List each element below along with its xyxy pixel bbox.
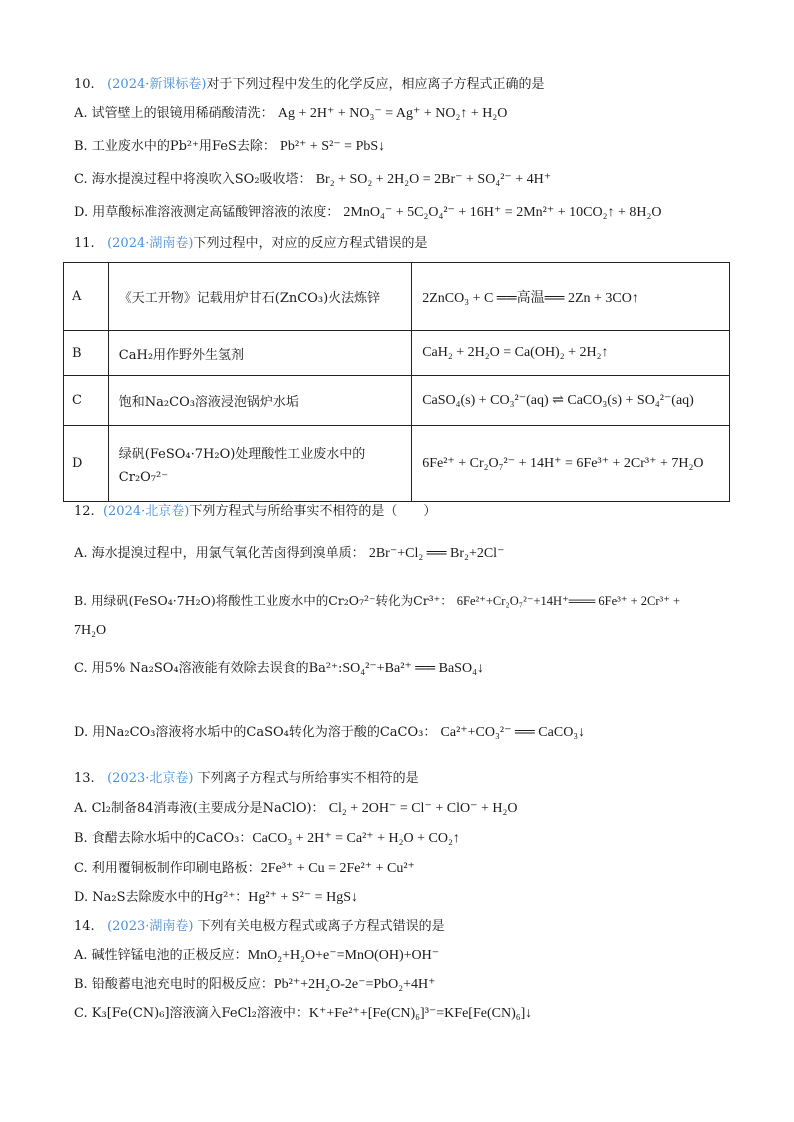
question-13-stem xyxy=(74,770,419,788)
question-text: 下列过程中，对应的反应方程式错误的是 xyxy=(193,236,428,251)
question-text: 对于下列过程中发生的化学反应，相应离子方程式正确的是 xyxy=(206,77,545,92)
table-row xyxy=(64,426,730,502)
row-label: B xyxy=(64,331,109,376)
q10-option-c: C. 海水提溴过程中将溴吹入SO₂吸收塔： Br₂ + SO₂ + 2H₂O = 2Br⁻ + SO₄²⁻ + 4H⁺ xyxy=(74,172,552,187)
question-number: 13. xyxy=(74,771,95,786)
row-equation: CaH₂ + 2H₂O = Ca(OH)₂ + 2H₂↑ xyxy=(412,331,730,376)
table-row xyxy=(64,331,730,376)
q12-option-a: A. 海水提溴过程中，用氯气氧化苦卤得到溴单质： 2Br⁻+Cl₂ ══ Br₂+2Cl⁻ xyxy=(74,546,505,561)
q14-option-c: C. K₃[Fe(CN)₆]溶液滴入FeCl₂溶液中：K⁺+Fe²⁺+[Fe(CN)₆]³⁻=KFe[Fe(CN)₆]↓ xyxy=(74,1006,533,1021)
question-source: (2023·北京卷) xyxy=(107,771,194,786)
q13-option-d: D. Na₂S去除废水中的Hg²⁺：Hg²⁺ + S²⁻ = HgS↓ xyxy=(74,890,358,905)
q14-option-a: A. 碱性锌锰电池的正极反应：MnO₂+H₂O+e⁻=MnO(OH)+OH⁻ xyxy=(74,948,440,963)
table-row xyxy=(64,263,730,331)
q12-option-d: D. 用Na₂CO₃溶液将水垢中的CaSO₄转化为溶于酸的CaCO₃： Ca²⁺+CO₃²⁻ ══ CaCO₃↓ xyxy=(74,725,586,740)
question-source: (2024·北京卷) xyxy=(102,504,190,519)
q14-option-b: B. 铅酸蓄电池充电时的阳极反应：Pb²⁺+2H₂O-2e⁻=PbO₂+4H⁺ xyxy=(74,977,436,992)
question-source: (2023·湖南卷) xyxy=(107,919,194,934)
table-row xyxy=(64,376,730,426)
q12-option-c: C. 用5% Na₂SO₄溶液能有效除去误食的Ba²⁺:SO₄²⁻+Ba²⁺ ══ BaSO₄↓ xyxy=(74,661,484,676)
q10-option-a: A. 试管壁上的银镜用稀硝酸清洗： Ag + 2H⁺ + NO₃⁻ = Ag⁺ + NO₂↑ + H₂O xyxy=(74,106,508,121)
row-label: C xyxy=(64,376,109,426)
question-text: 下列有关电极方程式或离子方程式错误的是 xyxy=(197,919,445,934)
row-label: A xyxy=(64,263,109,331)
question-source: (2024·新课标卷) xyxy=(107,77,207,92)
q13-option-c: C. 利用覆铜板制作印刷电路板：2Fe³⁺ + Cu = 2Fe²⁺ + Cu²⁺ xyxy=(74,861,415,876)
row-equation: 6Fe²⁺ + Cr₂O₇²⁻ + 14H⁺ = 6Fe³⁺ + 2Cr³⁺ + 7H₂O xyxy=(412,426,730,502)
question-source: (2024·湖南卷) xyxy=(107,236,194,251)
q11-options-table xyxy=(63,262,730,502)
q13-option-b: B. 食醋去除水垢中的CaCO₃：CaCO₃ + 2H⁺ = Ca²⁺ + H₂O + CO₂↑ xyxy=(74,831,460,846)
row-description: CaH₂用作野外生氢剂 xyxy=(108,331,411,376)
q13-option-a: A. Cl₂制备84消毒液(主要成分是NaClO)： Cl₂ + 2OH⁻ = Cl⁻ + ClO⁻ + H₂O xyxy=(74,801,518,816)
question-number: 11. xyxy=(74,236,95,251)
question-text: 下列离子方程式与所给事实不相符的是 xyxy=(197,771,419,786)
row-equation: 2ZnCO₃ + C ══高温══ 2Zn + 3CO↑ xyxy=(412,263,730,331)
q12-option-b: B. 用绿矾(FeSO₄·7H₂O)将酸性工业废水中的Cr₂O₇²⁻转化为Cr³⁺： 6Fe²⁺+Cr₂O₇²⁻+14H⁺═══ 6Fe³⁺ + 2Cr³⁺ + xyxy=(74,593,681,608)
question-11-stem xyxy=(74,235,427,253)
question-12-stem xyxy=(74,503,436,521)
q12-option-b-cont: 7H₂O xyxy=(74,623,107,638)
row-description: 绿矾(FeSO₄·7H₂O)处理酸性工业废水中的 Cr₂O₇²⁻ xyxy=(108,426,411,502)
row-label: D xyxy=(64,426,109,502)
question-14-stem xyxy=(74,918,445,936)
question-text: 下列方程式与所给事实不相符的是（ ） xyxy=(189,504,437,519)
row-description: 饱和Na₂CO₃溶液浸泡锅炉水垢 xyxy=(108,376,411,426)
question-number: 12. xyxy=(74,504,95,519)
question-number: 10. xyxy=(74,77,95,92)
q10-option-d: D. 用草酸标准溶液测定高锰酸钾溶液的浓度： 2MnO₄⁻ + 5C₂O₄²⁻ + 16H⁺ = 2Mn²⁺ + 10CO₂↑ + 8H₂O xyxy=(74,205,662,220)
row-description: 《天工开物》记载用炉甘石(ZnCO₃)火法炼锌 xyxy=(108,263,411,331)
row-equation: CaSO₄(s) + CO₃²⁻(aq) ⇌ CaCO₃(s) + SO₄²⁻(aq) xyxy=(412,376,730,426)
question-number: 14. xyxy=(74,919,95,934)
question-10-stem xyxy=(74,76,544,94)
q10-option-b: B. 工业废水中的Pb²⁺用FeS去除： Pb²⁺ + S²⁻ = PbS↓ xyxy=(74,139,386,154)
